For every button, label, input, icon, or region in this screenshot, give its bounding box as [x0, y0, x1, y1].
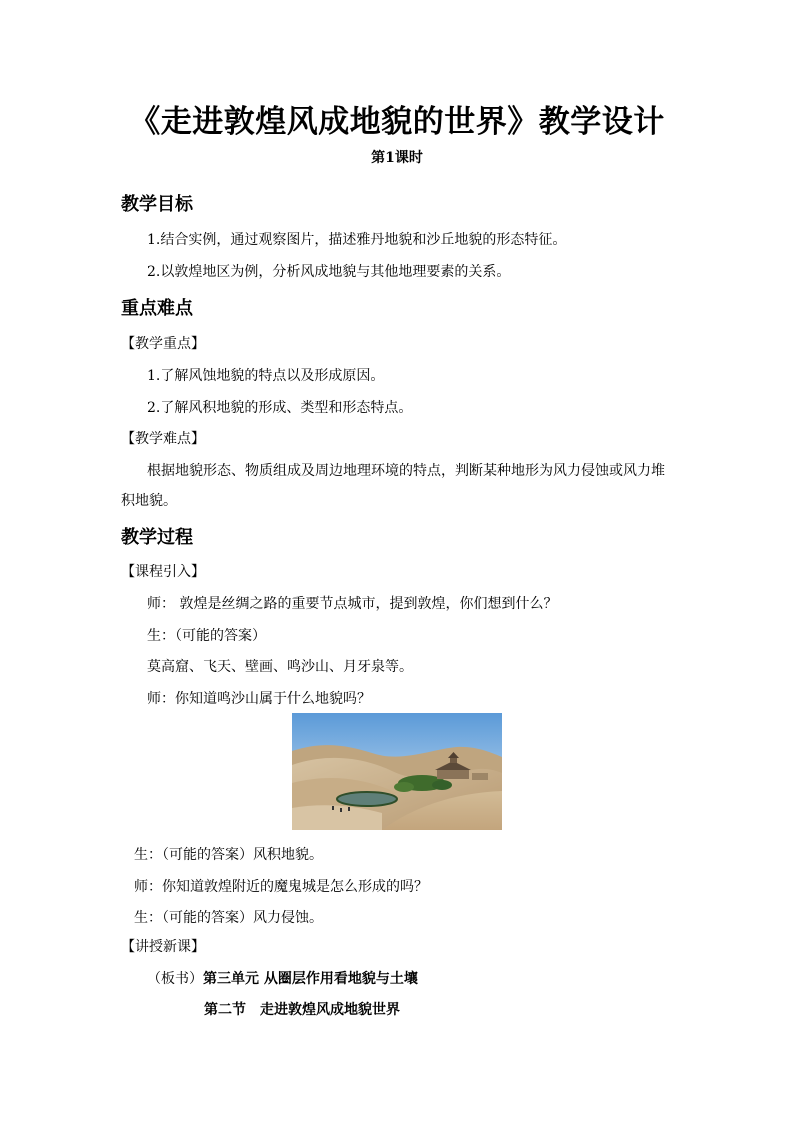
dialogue-line: 师：你知道鸣沙山属于什么地貌吗？	[147, 691, 371, 707]
desert-oasis-illustration	[292, 713, 502, 830]
objective-item: 1.结合实例，通过观察图片，描述雅丹地貌和沙丘地貌的形态特征。	[147, 232, 567, 248]
difficulty-text-line1: 根据地貌形态、物质组成及周边地理环境的特点，判断某种地形为风力侵蚀或风力堆	[147, 463, 665, 479]
document-title: 《走进敦煌风成地貌的世界》教学设计	[129, 104, 665, 140]
focus-item: 2.了解风积地貌的形成、类型和形态特点。	[147, 400, 413, 416]
dialogue-line: 生：（可能的答案）风力侵蚀。	[134, 910, 323, 926]
board-prefix: （板书）	[147, 971, 203, 987]
label-intro: 【课程引入】	[121, 564, 205, 580]
focus-item: 1.了解风蚀地貌的特点以及形成原因。	[147, 368, 385, 384]
label-new-lesson: 【讲授新课】	[121, 939, 205, 955]
board-unit-title: 第三单元 从圈层作用看地貌与土壤	[203, 971, 418, 987]
heading-objectives: 教学目标	[121, 194, 193, 215]
label-difficulty: 【教学难点】	[121, 431, 205, 447]
label-focus: 【教学重点】	[121, 336, 205, 352]
crescent-lake-photo	[292, 713, 502, 830]
difficulty-text-line2: 积地貌。	[121, 493, 177, 509]
dialogue-line: 师： 敦煌是丝绸之路的重要节点城市，提到敦煌，你们想到什么？	[147, 596, 558, 612]
lesson-number: 第1课时	[371, 150, 423, 166]
dialogue-line: 莫高窟、飞天、壁画、鸣沙山、月牙泉等。	[147, 659, 413, 675]
objective-item: 2.以敦煌地区为例，分析风成地貌与其他地理要素的关系。	[147, 264, 511, 280]
dialogue-line: 生：（可能的答案）风积地貌。	[134, 847, 323, 863]
heading-process: 教学过程	[121, 527, 193, 548]
dialogue-line: 生：（可能的答案）	[147, 628, 266, 644]
board-section-title: 第二节 走进敦煌风成地貌世界	[204, 1002, 400, 1018]
heading-key-points: 重点难点	[121, 298, 193, 319]
board-unit-line	[147, 968, 418, 988]
dialogue-line: 师：你知道敦煌附近的魔鬼城是怎么形成的吗？	[134, 879, 428, 895]
